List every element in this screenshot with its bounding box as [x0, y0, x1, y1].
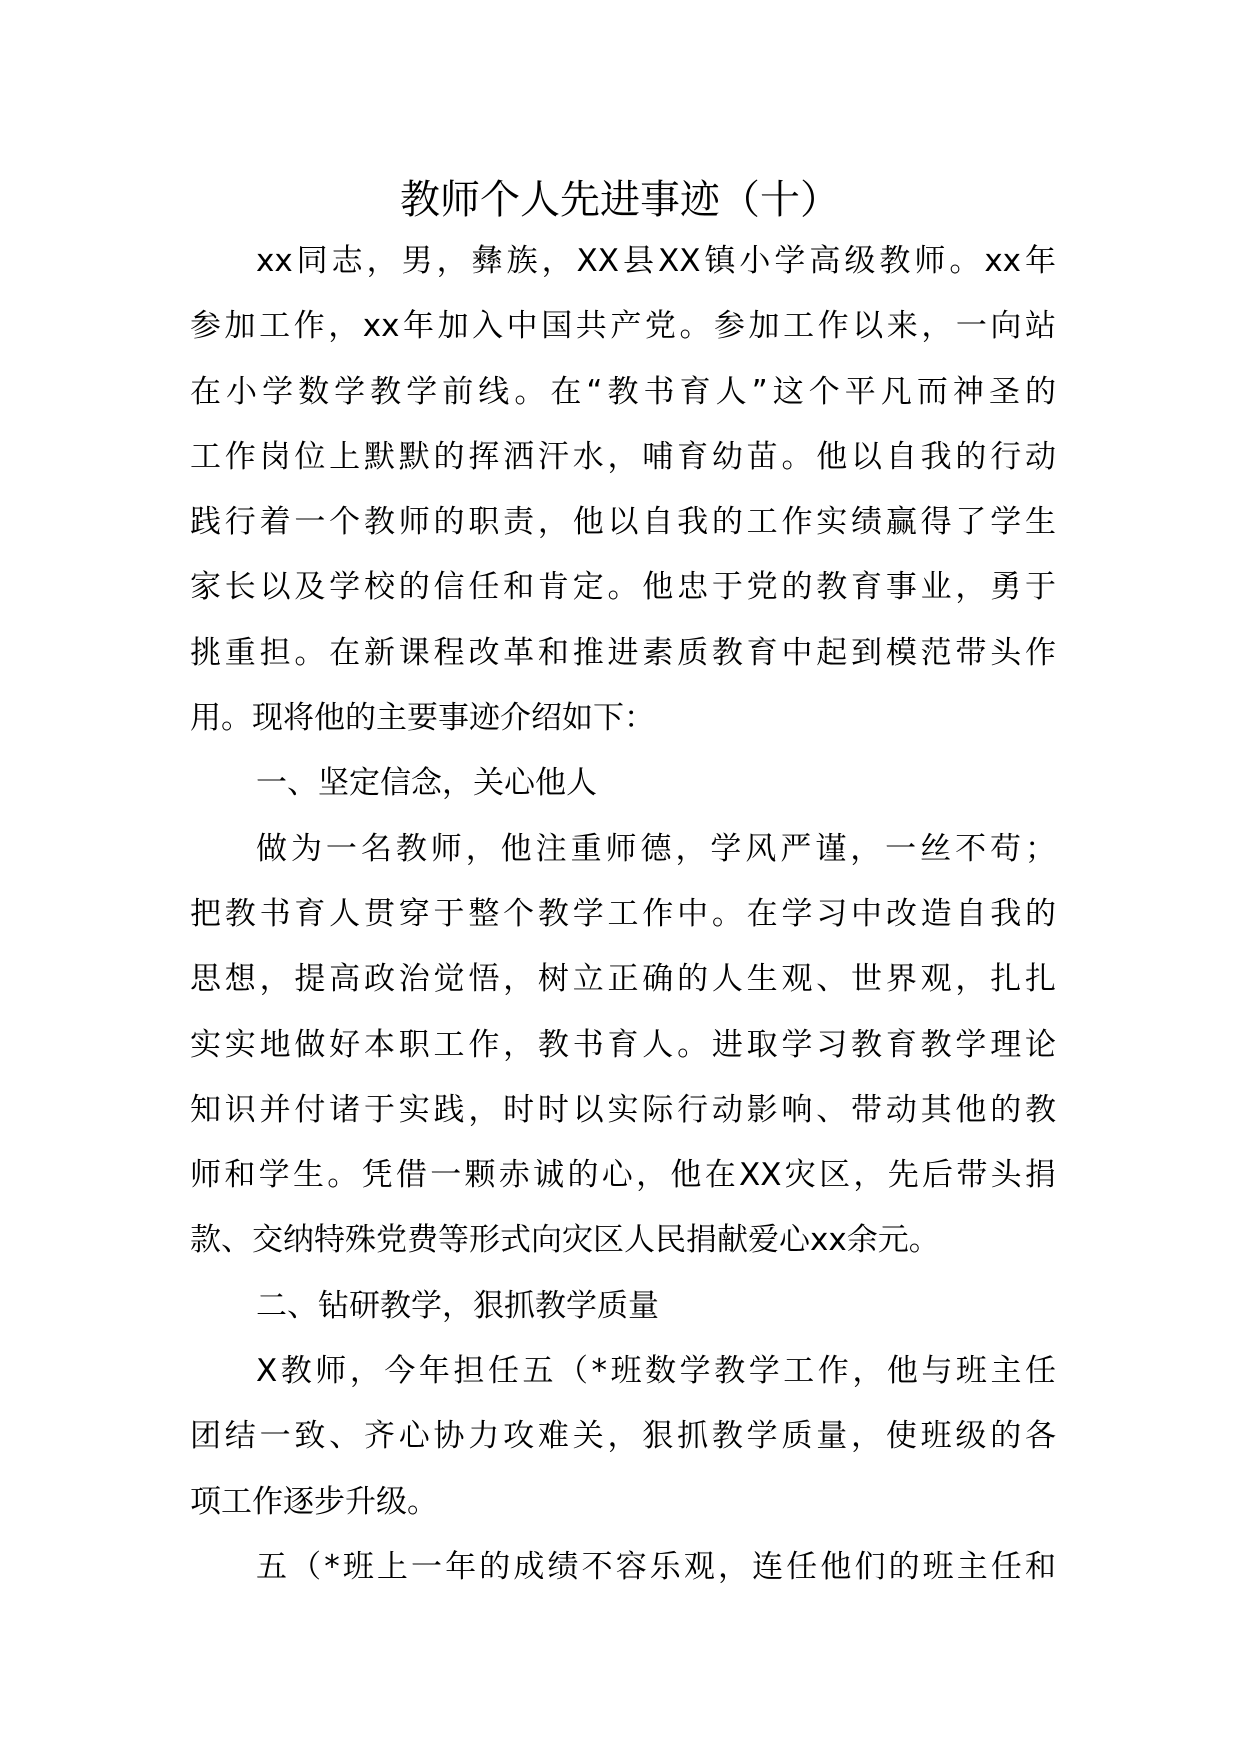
text-line: 挑重担。在新课程改革和推进素质教育中起到模范带头作 — [190, 634, 1056, 671]
text-line: xx同志，男，彝族，XX县XX镇小学高级教师。xx年 — [256, 243, 1056, 279]
text-line: 款、交纳特殊党费等形式向灾区人民捐献爱心xx余元。 — [190, 1222, 940, 1259]
text-line: 践行着一个教师的职责，他以自我的工作实绩赢得了学生 — [190, 504, 1056, 541]
text-line: 做为一名教师，他注重师德，学风严谨，一丝不苟； — [256, 830, 1056, 867]
text-line: X教师，今年担任五（*班数学教学工作，他与班主任 — [256, 1353, 1056, 1390]
text-line: 五（*班上一年的成绩不容乐观，连任他们的班主任和 — [256, 1548, 1056, 1585]
text-line: 用。现将他的主要事迹介绍如下： — [190, 700, 655, 737]
text-line: 一、坚定信念，关心他人 — [256, 765, 597, 802]
text-line: 二、钻研教学，狠抓教学质量 — [256, 1287, 659, 1324]
text-line: 参加工作，xx年加入中国共产党。参加工作以来，一向站 — [190, 308, 1056, 345]
text-line: 团结一致、齐心协力攻难关，狠抓教学质量，使班级的各 — [190, 1418, 1056, 1455]
document-title: 教师个人先进事迹（十） — [400, 177, 840, 223]
text-line: 把教书育人贯穿于整个教学工作中。在学习中改造自我的 — [190, 895, 1056, 932]
text-line: 思想，提高政治觉悟，树立正确的人生观、世界观，扎扎 — [190, 961, 1056, 998]
text-line: 项工作逐步升级。 — [190, 1483, 438, 1520]
text-line: 知识并付诸于实践，时时以实际行动影响、带动其他的教 — [190, 1091, 1056, 1128]
text-line: 工作岗位上默默的挥洒汗水，哺育幼苗。他以自我的行动 — [190, 438, 1056, 475]
document-body — [190, 229, 1056, 1600]
text-line: 家长以及学校的信任和肯定。他忠于党的教育事业，勇于 — [190, 569, 1056, 606]
text-line: 在小学数学教学前线。在“教书育人”这个平凡而神圣的 — [190, 373, 1056, 410]
text-line: 实实地做好本职工作，教书育人。进取学习教育教学理论 — [190, 1026, 1056, 1063]
text-line: 师和学生。凭借一颗赤诚的心，他在XX灾区，先后带头捐 — [190, 1157, 1056, 1194]
